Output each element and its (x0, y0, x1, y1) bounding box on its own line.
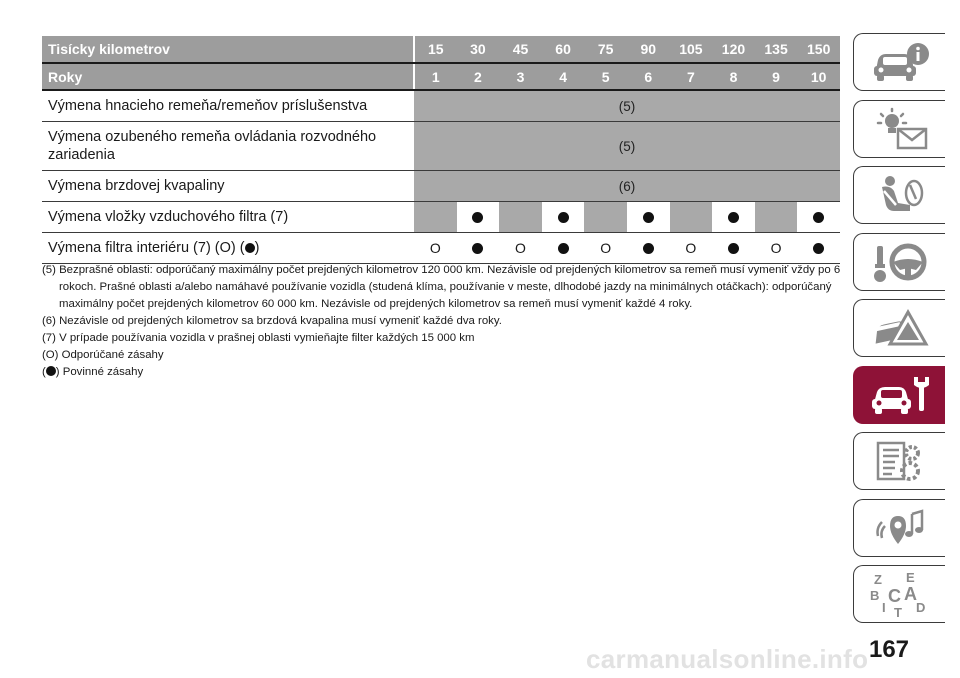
footnote-5 (42, 262, 842, 313)
car-info-icon (868, 40, 932, 84)
schedule-cell (797, 233, 840, 264)
row-label (42, 233, 414, 264)
nav-tab-starting-driving[interactable] (853, 233, 945, 291)
mandatory-dot-icon (813, 212, 824, 223)
nav-tab-index[interactable] (853, 565, 945, 623)
recommended-mark: O (429, 240, 441, 257)
header-year-cell: 8 (712, 63, 755, 90)
index-letter: C (887, 586, 901, 606)
header-km-cell: 60 (542, 36, 585, 63)
header-year-cell: 1 (414, 63, 457, 90)
schedule-cell (414, 233, 457, 264)
watermark: carmanualsonline.info (586, 644, 869, 674)
recommended-mark: O (515, 240, 526, 257)
schedule-cell (499, 202, 542, 233)
index-letter: B (869, 588, 879, 603)
footnote-5-line-1: (5) Bezprašné oblasti: odporúčaný maximálny počet prejdených kilometrov 120 000 km. Nezávisle od prejdených kilometrov sa remeň musí vymeniť vždy po 6 (42, 264, 841, 276)
row-note-cell: (6) (414, 171, 840, 202)
row-label-text: Výmena filtra interiéru (7) (O) ( (48, 240, 245, 256)
mandatory-dot-icon (472, 243, 483, 254)
header-year-cell: 3 (499, 63, 542, 90)
footnote-7: (7) V prípade používania vozidla v prašnej oblasti vymieňajte filter každých 15 000 km (42, 332, 475, 344)
header-year-cell: 7 (670, 63, 713, 90)
legend-mandatory (42, 364, 842, 381)
mandatory-dot-icon (472, 212, 483, 223)
chapter-navigation (853, 33, 945, 632)
nav-tab-multimedia[interactable] (853, 499, 945, 557)
car-wrench-icon (868, 373, 932, 417)
nav-tab-warning-lights[interactable] (853, 100, 945, 158)
schedule-cell (584, 233, 627, 264)
breakdown-icon (868, 306, 932, 350)
header-km-cell: 135 (755, 36, 798, 63)
schedule-cell (457, 202, 500, 233)
header-year-cell: 9 (755, 63, 798, 90)
mandatory-dot-icon (643, 212, 654, 223)
header-km-cell: 90 (627, 36, 670, 63)
schedule-cell (542, 233, 585, 264)
header-year-cell: 2 (457, 63, 500, 90)
multimedia-icon (868, 506, 932, 550)
header-km-cell: 105 (670, 36, 713, 63)
schedule-cell (797, 202, 840, 233)
schedule-cell (414, 202, 457, 233)
recommended-mark: O (600, 240, 612, 257)
mandatory-dot-icon (245, 243, 255, 253)
mandatory-dot-icon (813, 243, 824, 254)
legend-mandatory-open: ( (42, 366, 46, 378)
recommended-mark: O (770, 240, 782, 257)
header-row-kilometers (42, 36, 840, 63)
header-year-cell: 6 (627, 63, 670, 90)
header-km-cell: 30 (457, 36, 500, 63)
row-label: Výmena brzdovej kvapaliny (42, 171, 414, 202)
warning-lights-icon (868, 107, 932, 151)
footnote-5-line-3: maximálny počet prejdených kilometrov 60 000 km. Nezávisle od prejdených kilometrov sa remeň musí vymeniť každé 4 roky. (59, 298, 693, 310)
mandatory-dot-icon (728, 243, 739, 254)
legend-mandatory-text: ) Povinné zásahy (55, 366, 144, 378)
table-row (42, 171, 840, 202)
row-label-suffix: ) (254, 240, 260, 256)
mandatory-dot-icon (643, 243, 654, 254)
footnotes (42, 262, 842, 381)
index-letter: D (915, 600, 925, 615)
schedule-cell (627, 202, 670, 233)
page-number: 167 (868, 636, 910, 663)
index-letter: A (903, 584, 917, 604)
nav-tab-emergency[interactable] (853, 299, 945, 357)
header-km-cell: 45 (499, 36, 542, 63)
tech-data-icon (868, 439, 932, 483)
footnote-5-line-2: rokoch. Prašné oblasti a/alebo namáhavé používanie vozidla (studená klíma, používanie v meste, dlhodobé jazdy na minimálnych otáčkach): odporúčaný (59, 281, 832, 293)
mandatory-dot-icon (728, 212, 739, 223)
row-label: Výmena hnacieho remeňa/remeňov príslušenstva (42, 90, 414, 122)
index-letter: T (893, 605, 902, 618)
header-year-cell: 10 (797, 63, 840, 90)
schedule-cell (627, 233, 670, 264)
legend-recommended: (O) Odporúčané zásahy (42, 349, 164, 361)
schedule-cell (457, 233, 500, 264)
schedule-cell (670, 233, 713, 264)
index-letter: E (905, 570, 915, 585)
row-label: Výmena vložky vzduchového filtra (7) (42, 202, 414, 233)
nav-tab-servicing[interactable] (853, 366, 945, 424)
seat-airbag-icon (868, 173, 932, 217)
schedule-cell (499, 233, 542, 264)
maintenance-schedule-table (42, 36, 840, 264)
schedule-cell (712, 202, 755, 233)
schedule-cell (712, 233, 755, 264)
schedule-cell (755, 202, 798, 233)
row-note-cell: (5) (414, 90, 840, 122)
nav-tab-technical-data[interactable] (853, 432, 945, 490)
header-km-cell: 75 (584, 36, 627, 63)
table-row (42, 233, 840, 264)
header-km-cell: 150 (797, 36, 840, 63)
row-note-cell: (5) (414, 122, 840, 171)
recommended-mark: O (685, 240, 697, 257)
mandatory-dot-icon (46, 366, 56, 376)
header-km-cell: 15 (414, 36, 457, 63)
schedule-cell (670, 202, 713, 233)
index-letter: I (881, 600, 886, 615)
steering-key-icon (868, 240, 932, 284)
nav-tab-safety[interactable] (853, 166, 945, 224)
footnote-6: (6) Nezávisle od prejdených kilometrov sa brzdová kvapalina musí vymeniť každé dva roky. (42, 315, 502, 327)
mandatory-dot-icon (558, 243, 569, 254)
header-years-label: Roky (42, 63, 414, 90)
schedule-cell (584, 202, 627, 233)
header-km-label: Tisícky kilometrov (42, 36, 414, 63)
row-label: Výmena ozubeného remeňa ovládania rozvodného zariadenia (42, 122, 414, 171)
table-row (42, 122, 840, 171)
header-year-cell: 4 (542, 63, 585, 90)
nav-tab-knowing-the-car[interactable] (853, 33, 945, 91)
header-year-cell: 5 (584, 63, 627, 90)
schedule-cell (542, 202, 585, 233)
mandatory-dot-icon (558, 212, 569, 223)
table-row (42, 202, 840, 233)
header-km-cell: 120 (712, 36, 755, 63)
header-row-years (42, 63, 840, 90)
schedule-cell (755, 233, 798, 264)
index-icon (868, 570, 932, 618)
table-row (42, 90, 840, 122)
index-letter: Z (873, 572, 882, 587)
